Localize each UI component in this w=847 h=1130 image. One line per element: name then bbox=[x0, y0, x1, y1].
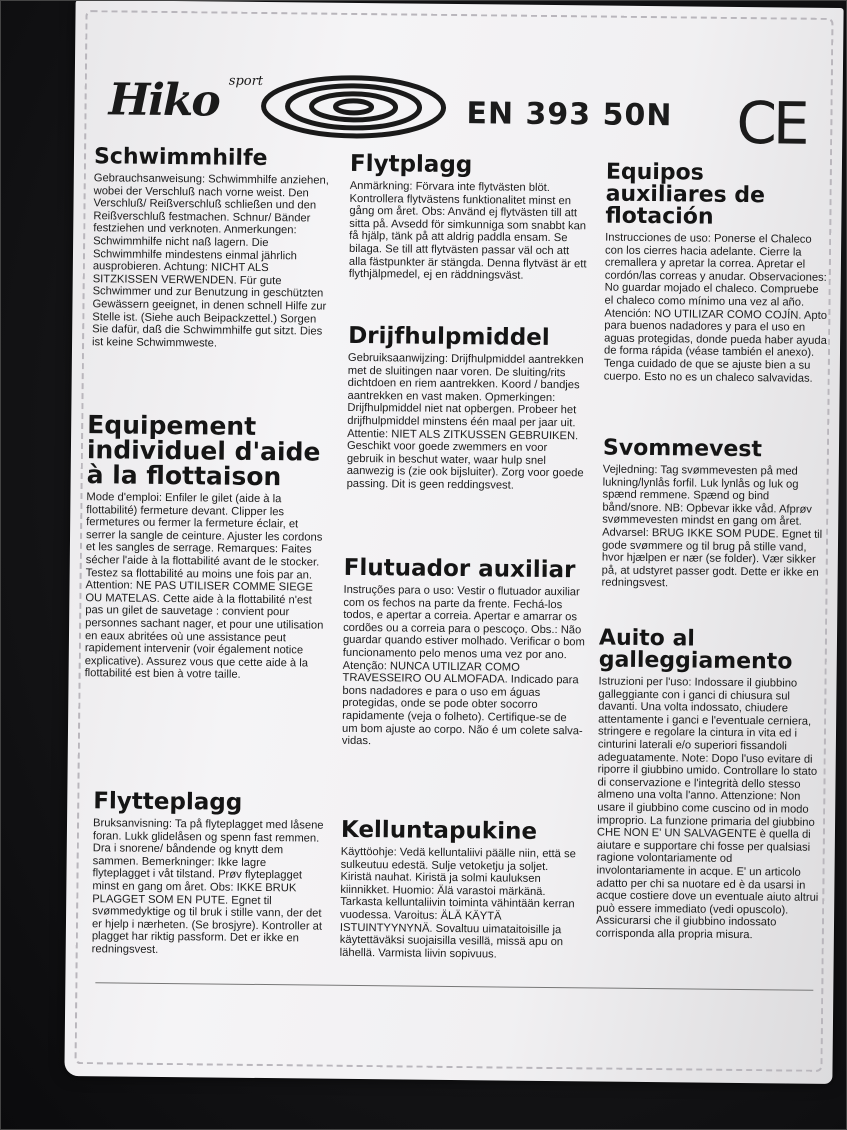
section-title: Svommevest bbox=[602, 435, 763, 463]
section-sv bbox=[348, 150, 590, 283]
section-title: Auito al galleggiamento bbox=[598, 625, 793, 675]
section-text: Anmärkning: Förvara inte flytvästen blöt. Kontrollera flytvästens funktionalitet minst en gång om året. Obs: Använd ej flytvästen till att sitta på. Avsedd för simkunniga som snabbt kan få hjälp, tänk på att aldrig paddla ensam. Se bilaga. Se till att flytvästen passar väl och att alla fästpunkter är stängda. Denna flytväst är ett flythjälpmedel, ej en räddningsväst. bbox=[348, 179, 587, 282]
section-pt bbox=[341, 554, 586, 750]
section-text: Vejledning: Tag svømmevesten på med lukning/lynlås forfil. Luk lynlås og luk og spænd remmene. Spænd og bind bånd/snore. NB: Opbevar ikke våd. Afprøv svømmevesten mindst en gang om året. Advarsel: BRUG IKKE SOM PUDE. Egnet til gode svømmere og til brug på stille vand, hvor hjælpen er nær (se folder). Vær sikker på, at udstyret passer godt. Dette er ikke en redningsvest. bbox=[601, 463, 823, 590]
section-text: Gebrauchsanweisung: Schwimmhilfe anziehen, wobei der Verschluß nach vorne weist. Den Verschluß/ Reißverschluß schließen und den Reißverschluß festmachen. Schnur/ Bänder festziehen und verknoten. Anmerkungen: Schwimmhilfe nicht naß lagern. Die Schwimmhilfe mindestens einmal jährlich ausprobieren. Achtung: NICHT ALS SITZKISSEN VERWENDEN. Für gute Schwimmer und zur Benutzung in geschützten Gewässern geeignet, in denen schnell Hilfe zur Stelle ist. (Siehe auch Beipackzettel.) Sorgen Sie dafür, daß die Schwimmhilfe gut sitzt. Dies ist keine Schwimmweste. bbox=[92, 172, 329, 350]
brand-logo bbox=[108, 68, 469, 142]
section-text: Gebruiksaanwijzing: Drijfhulpmiddel aantrekken met de sluitingen naar voren. De sluiting/rits dichtdoen en riem aantrekken. Koord / bandjes aantrekken en vast maken. Opmerkingen: Drijfhulpmiddel niet nat opbergen. Probeer het drijfhulpmiddel minstens één maal per jaar uit. Attentie: NIET ALS ZITKUSSEN GEBRUIKEN. Geschikt voor goede zwemmers en voor gebruik in beschut water, waar hulp snel aanwezig is (zie ook bijsluiter). Zorg voor goede passing. Dit is geen reddingsvest. bbox=[346, 351, 584, 492]
section-text: Bruksanvisning: Ta på flyteplagget med låsene foran. Lukk glidelåsen og spenn fast remmen. Dra i snorene/ båndende og knytt dem sammen. Bemerkninger: Ikke lagre flyteplagget i våt tilstand. Prøv flyteplagget minst en gang om året. Obs: IKKE BRUK PLAGGET SOM EN PUTE. Egnet til svømmedyktige og til bruk i stille vann, der det er hjelp i nærheten. (Se brosjyre). Kontroller at plagget har riktig passform. Det er ikke en redningsvest. bbox=[91, 817, 324, 956]
section-fr bbox=[85, 412, 328, 682]
section-text: Instrucciones de uso: Ponerse el Chaleco con los cierres hacia adelante. Cierre la cremallera y apretar la correa. Apretar el cordón/las correas y anudar. Observaciones: No guardar mojado el chaleco. Compruebe el chaleco como mínimo una vez al año. Atención: NO UTILIZAR COMO COJÍN. Apto para buenos nadadores y para el uso en aguas protegidas, donde pueda haber ayuda de forma rápida (véase también el anexo). Tenga cuidado de que se ajuste bien a su cuerpo. Esto no es un chaleco salvavidas. bbox=[603, 231, 828, 385]
section-title: Equipement individuel d'aide à la flottaison bbox=[86, 410, 321, 492]
section-title: Drijfhulpmiddel bbox=[348, 322, 550, 351]
section-text: Instruções para o uso: Vestir o flutuador auxiliar com os fechos na parte da frente. Fechá-los todos, e apertar a correia. Apertar e amarrar os cordões ou a correia para o pescoço. Obs.: Não guardar quando estiver molhado. Verificar o bom funcionamento pelo menos uma vez por ano. Atenção: NUNCA UTILIZAR COMO TRAVESSEIRO OU ALMOFADA. Indicado para bons nadadores e para o uso em águas protegidas, onde se pode obter socorro rapidamente (veja o folheto). Certifique-se de um bom ajuste ao corpo. Não é um colete salva-vidas. bbox=[341, 583, 585, 748]
section-text: Istruzioni per l'uso: Indossare il giubbino galleggiante con i ganci di chiusura sul davanti. Una volta indossato, chiudere attentamente i ganci e l'eventuale cerniera, stringere e regolare la cintura in vita ed i cinturini laterali e/o superiori fissandoli adeguatamente. Note: Dopo l'uso evitare di riporre il giubbino umido. Controllare lo stato di conservazione e l'integrità dello stesso almeno una volta l'anno. Attenzione: Non usare il giubbino come cuscino od in modo improprio. La funzione primaria del giubbino CHE NON E' UN SALVAGENTE è quella di aiutare e supportare chi fosse per qualsiasi ragione volontariamente od involontariamente in acque. E' un articolo adatto per chi sa nuotare ed è da usarsi in acque costiere dove un eventuale aiuto altrui può essere immediato (vedi opuscolo). Assicurarsi che il giubbino indossato corrisponda alla propria misura. bbox=[595, 675, 819, 942]
standard-code: EN 393 50N bbox=[466, 96, 673, 134]
ce-mark: CE bbox=[736, 88, 806, 158]
section-de bbox=[92, 146, 330, 351]
section-it bbox=[595, 625, 825, 943]
section-fi bbox=[339, 816, 581, 962]
section-title: Flutuador auxiliar bbox=[343, 554, 576, 584]
section-text: Mode d'emploi: Enfiler le gilet (aide à la flottabilité) fermeture devant. Clipper les fermetures ou fermer la fermeture éclair, et serrer la sangle de ceinture. Ajuster les cordons et les sangles de serrage. Remarques: Faites sécher l'aide à la flottabilité avant de le stocker. Testez sa flottabilité au moins une fois par an. Attention: NE PAS UTILISER COMME SIEGE OU MATELAS. Cette aide à la flottabilité n'est pas un gilet de sauvetage : convient pour personnes sachant nager, et pour une utilisation en eaux abritées où une assistance peut rapidement intervenir (voir également notice explicative). Assurez vous que cette aide à la flottabilité est bien à votre taille. bbox=[84, 491, 324, 682]
brand-name: Hiko bbox=[108, 74, 219, 127]
section-nl bbox=[346, 322, 589, 493]
section-title: Flytteplagg bbox=[93, 788, 243, 816]
section-text: Käyttöohje: Vedä kelluntaliivi päälle niin, että se sulkeutuu edestä. Sulje vetoketju ja soljet. Kiristä nauhat. Kiristä ja solmi kauluksen kiinnikket. Huomio: Älä varastoi märkänä. Tarkasta kelluntaliivin toiminta vähintään kerran vuodessa. Varoitus: ÄLÄ KÄYTÄ ISTUINTYYNYNÄ. Sovaltuu uimataitoisille ja käytettäväksi suojaisilla vesillä, missä apu on lähellä. Varmista liivin sopivuus. bbox=[339, 845, 576, 961]
instruction-label bbox=[64, 0, 843, 1084]
section-title: Flytplagg bbox=[349, 150, 473, 179]
section-es bbox=[603, 159, 830, 385]
swirl-logo-icon bbox=[258, 74, 449, 140]
section-title: Equipos auxiliares de flotación bbox=[605, 159, 766, 230]
brand-sup: sport bbox=[228, 73, 264, 89]
section-title: Kelluntapukine bbox=[340, 816, 538, 845]
section-title: Schwimmhilfe bbox=[93, 144, 268, 172]
section-da bbox=[601, 435, 828, 592]
section-no bbox=[92, 790, 326, 958]
